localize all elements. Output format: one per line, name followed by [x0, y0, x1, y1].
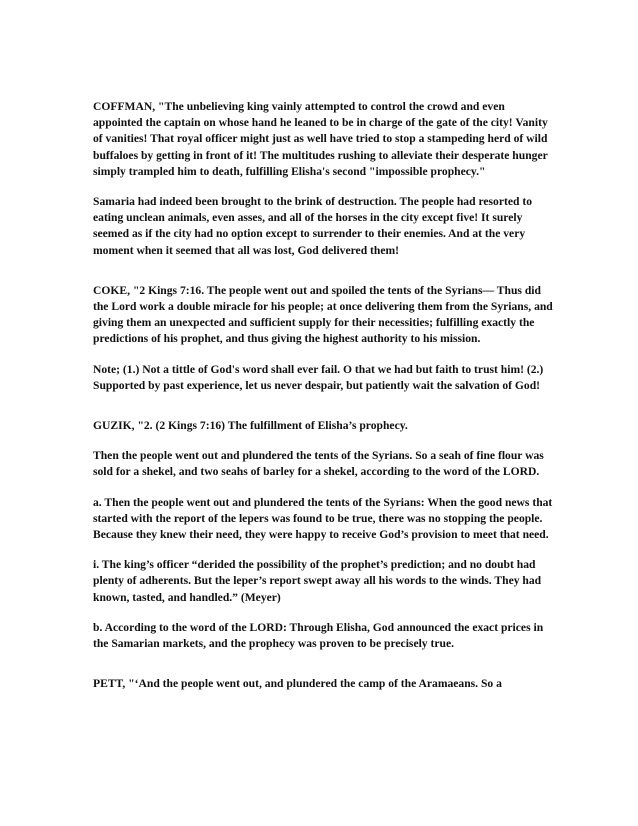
section-gap — [93, 394, 553, 418]
paragraph-point-b: b. According to the word of the LORD: Through Elisha, God announced the exact prices in the Samarian markets, and the prophecy was proven to be precisely true. — [93, 620, 544, 651]
paragraph-scripture: Then the people went out and plundered the tents of the Syrians. So a seah of fine flour was sold for a shekel, and two seahs of barley for a shekel, according to the word of the LORD. — [93, 449, 544, 479]
paragraph-point-a: a. Then the people went out and plundered the tents of the Syrians: When the good news that started with the report of the lepers was found to be true, there was no stopping the people. Because they knew their need, they were happy to receive God’s provision to meet that need. — [93, 495, 553, 542]
paragraph-coke: COKE, "2 Kings 7:16. The people went out and spoiled the tents of the Syrians— Thus did the Lord work a double miracle for his people; at once delivering them from the Syrians, and giving them an unexpected and sufficient supply for their necessities; fulfilling exactly the predictions of his prophet, and thus giving the highest authority to his mission. — [93, 283, 553, 346]
paragraph-gap — [93, 348, 553, 362]
paragraph-point-i: i. The king’s officer “derided the possibility of the prophet’s prediction; and no doubt had plenty of adherents. But the leper’s report swept away all his words to the winds. They had known, tasted, and handled.” (Meyer) — [93, 558, 542, 604]
section-gap — [93, 259, 553, 283]
paragraph-gap — [93, 180, 553, 194]
paragraph-gap — [93, 543, 553, 557]
paragraph-guzik-heading: GUZIK, "2. (2 Kings 7:16) The fulfillment of Elisha’s prophecy. — [93, 419, 408, 433]
paragraph-pett: PETT, "‘And the people went out, and plundered the camp of the Aramaeans. So a — [93, 677, 502, 691]
paragraph-gap — [93, 606, 553, 620]
paragraph-coffman: COFFMAN, "The unbelieving king vainly attempted to control the crowd and even appointed the captain on whose hand he leaned to be in charge of the gate of the city! Vanity of vanities! That royal officer might just as well have tried to stop a stampeding herd of wild buffaloes by getting in front of it! The multitudes rushing to alleviate their desperate hunger simply trampled him to death, fulfilling Elisha's second "impossible prophecy." — [93, 100, 548, 178]
paragraph-gap — [93, 434, 553, 448]
paragraph-note: Note; (1.) Not a tittle of God's word shall ever fail. O that we had but faith to trust him! (2.) Supported by past experience, let us never despair, but patiently wait the salvation of God! — [93, 362, 544, 392]
section-gap — [93, 652, 553, 676]
paragraph-samaria: Samaria had indeed been brought to the brink of destruction. The people had resorted to eating unclean animals, even asses, and all of the horses in the city except five! It surely seemed as if the city had no option except to surrender to their enemies. And at the very moment when it seemed that all was lost, God delivered them! — [93, 195, 532, 257]
document-page — [93, 99, 553, 692]
paragraph-gap — [93, 481, 553, 495]
